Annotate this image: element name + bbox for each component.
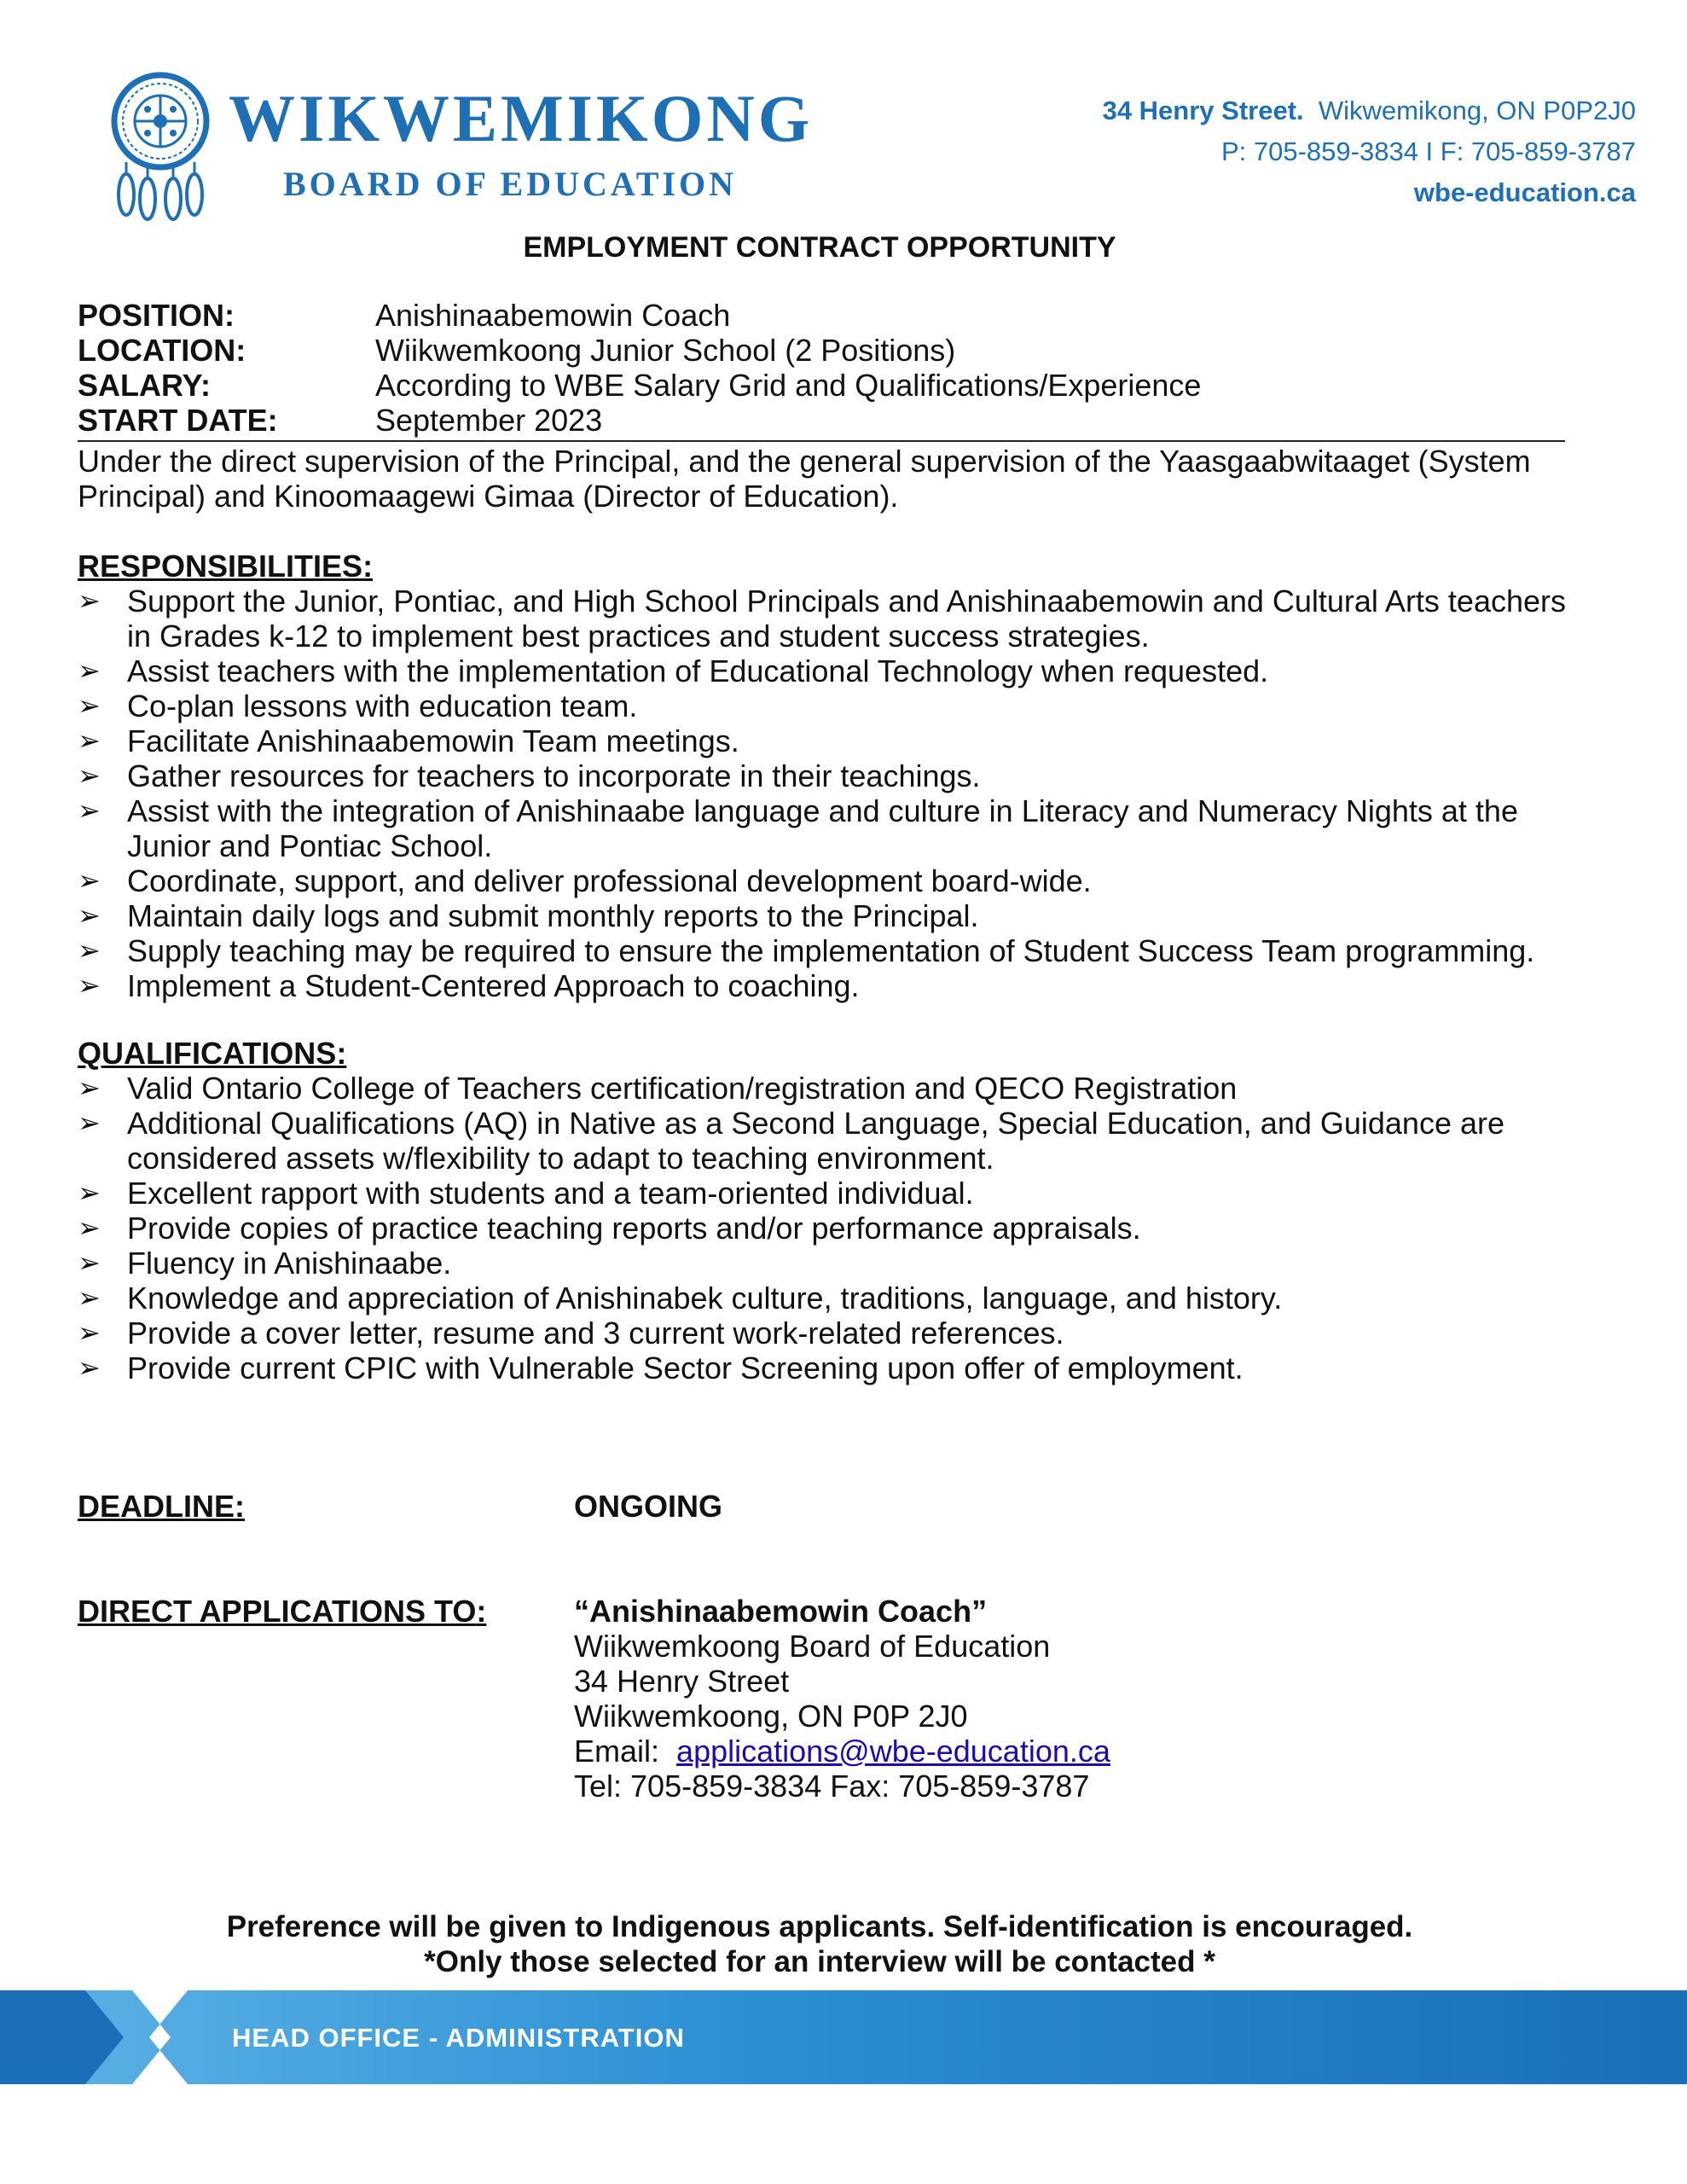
arrow-bullet-icon: ➢ bbox=[78, 900, 101, 931]
start-date-label: START DATE: bbox=[78, 403, 278, 438]
list-item: ➢ Excellent rapport with students and a team-oriented individual. bbox=[78, 1176, 974, 1211]
list-item: ➢ Coordinate, support, and deliver professional development board-wide. bbox=[78, 863, 1092, 898]
list-item: ➢ Provide copies of practice teaching reports and/or performance appraisals. bbox=[78, 1211, 1141, 1246]
list-item: ➢ Implement a Student-Centered Approach to coaching. bbox=[78, 968, 860, 1003]
list-item: ➢ Knowledge and appreciation of Anishinabek culture, traditions, language, and history. bbox=[78, 1281, 1283, 1316]
email-label: Email: bbox=[574, 1734, 660, 1769]
list-item: ➢ Assist with the integration of Anishinaabe language and culture in Literacy and Numeracy Nights at the Junior and Pontiac School. bbox=[78, 793, 1518, 863]
list-item: ➢ Assist teachers with the implementation of Educational Technology when requested. bbox=[78, 653, 1269, 688]
contact-address bbox=[1103, 97, 1636, 124]
arrow-bullet-icon: ➢ bbox=[78, 1107, 101, 1138]
arrow-bullet-icon: ➢ bbox=[78, 725, 101, 756]
apply-city: Wiikwemkoong, ON P0P 2J0 bbox=[574, 1699, 968, 1734]
list-item: ➢ Maintain daily logs and submit monthly reports to the Principal. bbox=[78, 898, 979, 933]
footer-banner bbox=[0, 1990, 1687, 2084]
arrow-bullet-icon: ➢ bbox=[78, 655, 101, 686]
dreamcatcher-logo-icon bbox=[109, 68, 212, 222]
banner-text: HEAD OFFICE - ADMINISTRATION bbox=[232, 2023, 685, 2053]
apply-subject: “Anishinaabemowin Coach” bbox=[574, 1594, 988, 1629]
interview-note: *Only those selected for an interview will be contacted * bbox=[424, 1945, 1215, 1978]
deadline-value: ONGOING bbox=[574, 1489, 723, 1524]
address-city: Wikwemikong, ON P0P2J0 bbox=[1318, 96, 1636, 125]
list-item: ➢ Supply teaching may be required to ensure the implementation of Student Success Team programming. bbox=[78, 933, 1535, 968]
email-link[interactable]: applications@wbe-education.ca bbox=[676, 1734, 1110, 1769]
list-item: ➢ Fluency in Anishinaabe. bbox=[78, 1246, 452, 1281]
apply-address-block bbox=[574, 1594, 1110, 1804]
intro-paragraph: Under the direct supervision of the Principal, and the general supervision of the Yaasgaabwitaaget (System Principal) and Kinoomaagewi Gimaa (Director of Education). bbox=[78, 444, 1531, 514]
position-value: Anishinaabemowin Coach bbox=[375, 298, 731, 333]
org-subtitle: BOARD OF EDUCATION bbox=[283, 165, 738, 203]
apply-street: 34 Henry Street bbox=[574, 1664, 790, 1699]
arrow-bullet-icon: ➢ bbox=[78, 690, 101, 721]
list-item: ➢ Gather resources for teachers to incorporate in their teachings. bbox=[78, 758, 981, 793]
list-item: ➢ Facilitate Anishinaabemowin Team meetings. bbox=[78, 723, 739, 758]
list-item: ➢ Valid Ontario College of Teachers certification/registration and QECO Registration bbox=[78, 1071, 1238, 1106]
arrow-bullet-icon: ➢ bbox=[78, 970, 101, 1001]
footer-notes bbox=[0, 1909, 1639, 1979]
start-date-value: September 2023 bbox=[375, 403, 603, 438]
salary-value: According to WBE Salary Grid and Qualifications/Experience bbox=[375, 368, 1202, 403]
list-item: ➢ Provide a cover letter, resume and 3 current work-related references. bbox=[78, 1316, 1064, 1350]
arrow-bullet-icon: ➢ bbox=[78, 1247, 101, 1278]
location-label: LOCATION: bbox=[78, 333, 246, 368]
responsibilities-heading: RESPONSIBILITIES: bbox=[78, 549, 374, 584]
arrow-bullet-icon: ➢ bbox=[78, 760, 101, 791]
arrow-bullet-icon: ➢ bbox=[78, 1317, 101, 1348]
list-item: ➢ Additional Qualifications (AQ) in Native as a Second Language, Special Education, and Guidance are considered assets w/flexibility to adapt to teaching environment. bbox=[78, 1106, 1505, 1176]
document-title: EMPLOYMENT CONTRACT OPPORTUNITY bbox=[523, 231, 1116, 264]
deadline-label: DEADLINE: bbox=[78, 1489, 246, 1524]
qualifications-heading: QUALIFICATIONS: bbox=[78, 1036, 347, 1071]
qualifications-list bbox=[78, 1071, 1579, 1385]
arrow-bullet-icon: ➢ bbox=[78, 1282, 101, 1313]
list-item: ➢ Co-plan lessons with education team. bbox=[78, 688, 638, 723]
list-item: ➢ Provide current CPIC with Vulnerable Sector Screening upon offer of employment. bbox=[78, 1350, 1244, 1385]
divider bbox=[78, 440, 1565, 442]
arrow-bullet-icon: ➢ bbox=[78, 1072, 101, 1103]
website-link[interactable]: wbe-education.ca bbox=[1413, 177, 1636, 207]
salary-label: SALARY: bbox=[78, 368, 211, 403]
preference-note: Preference will be given to Indigenous applicants. Self-identification is encouraged. bbox=[226, 1910, 1413, 1943]
arrow-bullet-icon: ➢ bbox=[78, 585, 101, 616]
arrow-bullet-icon: ➢ bbox=[78, 1352, 101, 1383]
address-street: 34 Henry Street. bbox=[1102, 96, 1304, 125]
arrow-bullet-icon: ➢ bbox=[78, 935, 101, 966]
apply-email-row bbox=[574, 1734, 1110, 1769]
chevron-right-icon bbox=[0, 1990, 205, 2084]
apply-label: DIRECT APPLICATIONS TO: bbox=[78, 1594, 487, 1629]
org-name: WIKWEMIKONG bbox=[229, 81, 814, 155]
responsibilities-list bbox=[78, 584, 1579, 1003]
location-value: Wiikwemkoong Junior School (2 Positions) bbox=[375, 333, 956, 368]
apply-org: Wiikwemkoong Board of Education bbox=[574, 1629, 1051, 1664]
list-item: ➢ Support the Junior, Pontiac, and High School Principals and Anishinaabemowin and Cultural Arts teachers in Grades k-12 to implement best practices and student success strategies. bbox=[78, 584, 1567, 653]
position-label: POSITION: bbox=[78, 298, 235, 333]
arrow-bullet-icon: ➢ bbox=[78, 865, 101, 896]
apply-tel: Tel: 705-859-3834 Fax: 705-859-3787 bbox=[574, 1769, 1090, 1804]
arrow-bullet-icon: ➢ bbox=[78, 1177, 101, 1208]
contact-phone-fax: P: 705-859-3834 I F: 705-859-3787 bbox=[1220, 136, 1636, 166]
arrow-bullet-icon: ➢ bbox=[78, 1212, 101, 1243]
arrow-bullet-icon: ➢ bbox=[78, 795, 101, 826]
